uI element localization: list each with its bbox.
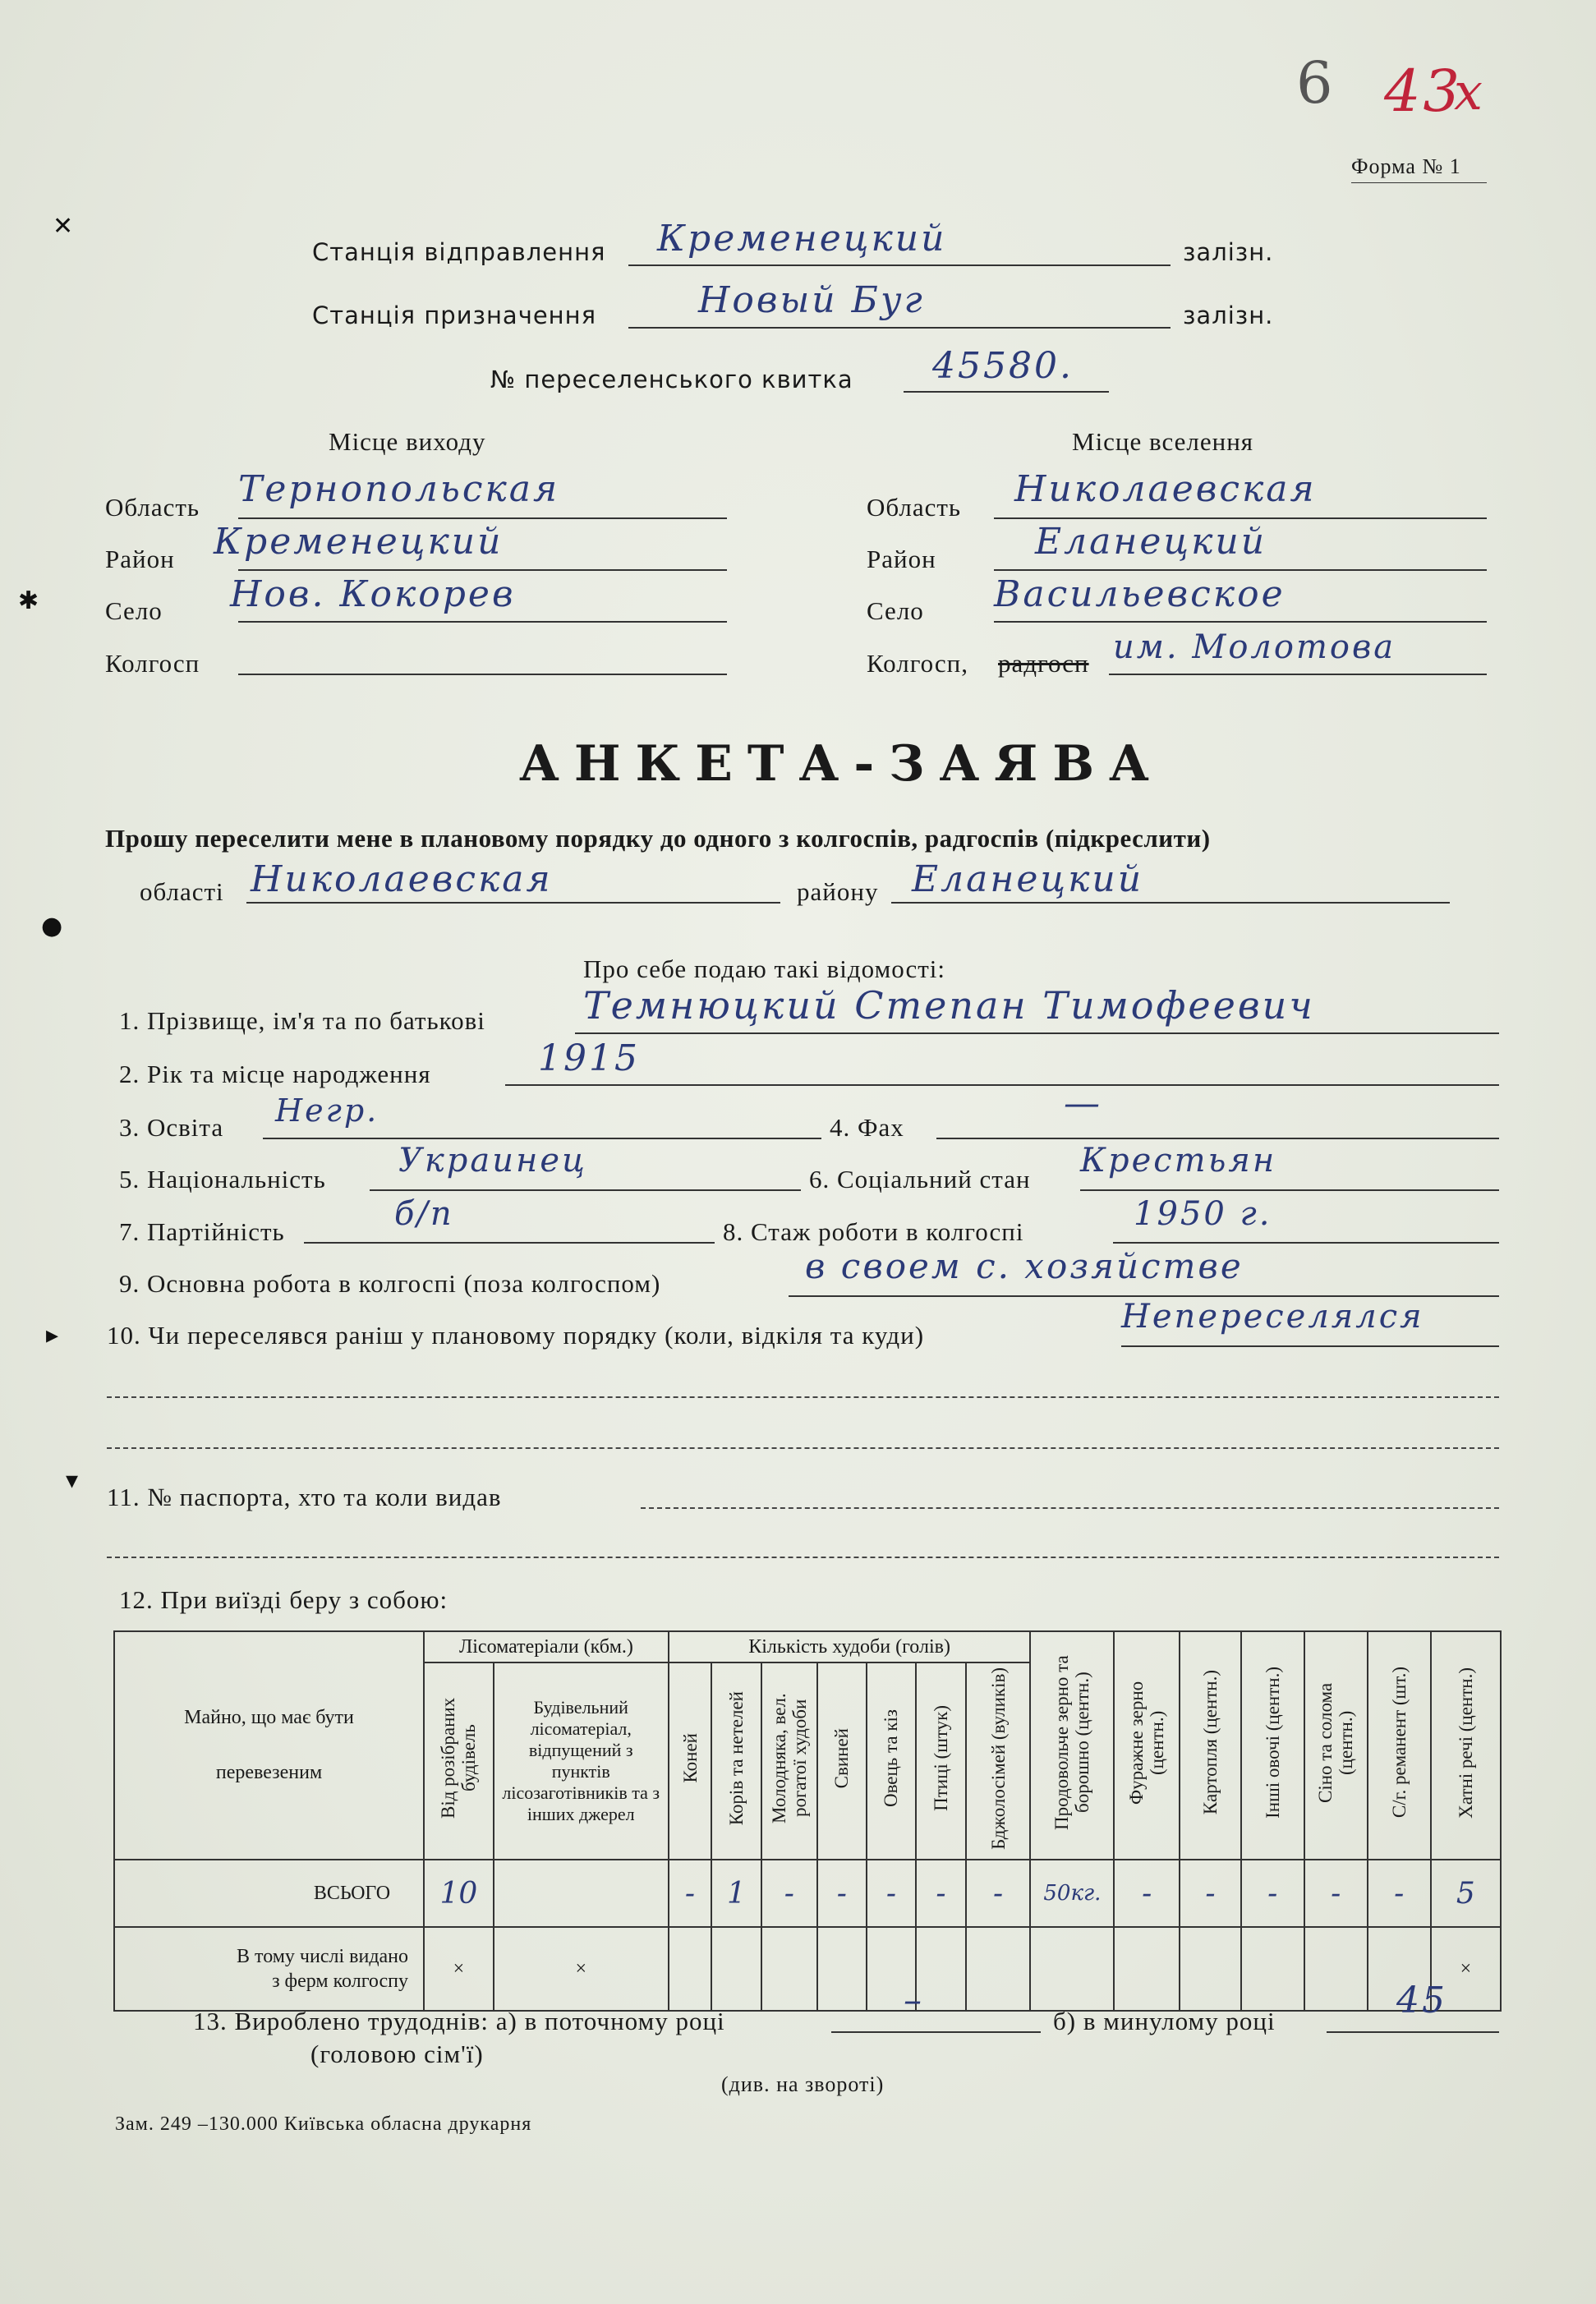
binder-hole-icon: ● [41,912,63,940]
departure-station-value: Кременецкий [657,218,947,260]
origin-oblast-label: Область [105,493,200,522]
table-row-header [114,1631,424,1860]
field-10-label: 10. Чи переселявся раніш у плановому порядку (коли, відкіля та куди) [107,1321,925,1350]
table-cell: × [494,1927,669,2011]
field-9-label: 9. Основна робота в колгоспі (поза колгоспом) [119,1269,661,1298]
origin-raion-value: Кременецкий [214,521,504,563]
table-cell [1114,1927,1180,2011]
table-cell: × [424,1927,494,2011]
field-5-value: Украинец [398,1142,587,1180]
col-dismantled: Від розібраних будівель [438,1697,480,1819]
table-cell: - [669,1860,711,1927]
field-9-value: в своем с. хозяйстве [805,1246,1244,1286]
field-7-value: б/п [394,1195,454,1233]
dest-selo-value: Васильевское [994,573,1286,615]
col-poultry: Птиці (штук) [930,1705,951,1811]
col-tools: С/г. реманент (шт.) [1388,1667,1410,1819]
row-header-line1: Майно, що має бути [184,1707,354,1728]
table-cell [966,1927,1031,2011]
arrival-station-value: Новый Буг [698,279,925,321]
row-header-line2: перевезеним [215,1762,323,1783]
col-hay: Сіно та солома (центн.) [1315,1682,1357,1803]
table-cell: 10 [424,1860,494,1927]
workdays-sub: (головою сім'ї) [310,2040,484,2068]
binder-hole-icon: ▾ [66,1466,79,1495]
field-3-value: Негр. [275,1092,379,1129]
document-title: АНКЕТА-ЗАЯВА [519,735,1164,793]
table-cell: - [761,1860,817,1927]
table-cell [1030,1927,1114,2011]
origin-raion-label: Район [105,545,175,573]
col-building-lumber: Будівельний лісоматеріал, відпущений з пунктів лісозаготівників та з інших джерел [502,1697,660,1824]
table-cell: - [1180,1860,1241,1927]
col-young-cattle: Молодняка, вел. рогатої худоби [768,1693,810,1823]
table-cell: - [1368,1860,1431,1927]
dest-selo-label: Село [867,596,924,625]
table-cell [1241,1927,1304,2011]
col-header [761,1662,817,1860]
col-household: Хатні речі (центн.) [1455,1667,1476,1819]
request-oblast-value: Николаевская [251,858,553,900]
arrival-station-label: Станція призначення [312,301,597,329]
workdays-prev-value: 45 [1396,1980,1447,2021]
group-cattle: Кількість худоби (голів) [669,1631,1031,1662]
col-header [916,1662,966,1860]
col-bees: Бджолосімей (вуликів) [987,1667,1009,1850]
row-farm-label-line2: з ферм колгоспу [272,1971,409,1992]
row-farm-label-line1: В тому числі видано [237,1946,409,1967]
col-vegetables: Інші овочі (центн.) [1262,1667,1283,1819]
origin-kolhosp-label: Колгосп [105,649,200,678]
col-header [817,1662,867,1860]
col-header [1368,1631,1431,1860]
table-cell: - [1241,1860,1304,1927]
table-cell [1304,1927,1368,2011]
destination-heading: Місце вселення [1072,427,1254,456]
rail-suffix: залізн. [1183,301,1274,329]
field-3-label: 3. Освіта [119,1113,224,1142]
col-food-grain: Продовольче зерно та борошно (центн.) [1051,1655,1093,1830]
table-row [114,1927,1501,2011]
request-oblast-label: області [140,877,224,906]
col-header [1180,1631,1241,1860]
col-cows: Корів та нетелей [725,1690,747,1826]
archive-number: 6 [1296,49,1336,117]
col-header [867,1662,917,1860]
field-12-label: 12. При виїзді беру з собою: [119,1585,448,1614]
origin-heading: Місце виходу [329,427,486,456]
intro-text: Про себе подаю такі відомості: [583,954,946,983]
departure-station-label: Станція відправлення [312,238,606,266]
col-header [669,1662,711,1860]
field-5-label: 5. Національність [119,1165,326,1193]
table-cell: - [817,1860,867,1927]
table-cell [669,1927,711,2011]
table-cell: 1 [711,1860,761,1927]
red-archive-mark: x [1454,62,1485,122]
origin-selo-label: Село [105,596,163,625]
workdays-prev-label: б) в минулому році [1053,2007,1276,2035]
dest-raion-label: Район [867,545,936,573]
table-cell: × [1431,1927,1501,2011]
origin-oblast-value: Тернопольская [238,468,560,510]
table-cell: - [1114,1860,1180,1927]
col-header [494,1662,669,1860]
col-header [1304,1631,1368,1860]
col-header [1114,1631,1180,1860]
red-archive-number: 43 [1384,57,1463,125]
field-4-value: — [1064,1083,1102,1124]
table-cell [494,1860,669,1927]
request-raion-value: Еланецкий [912,858,1144,900]
row-farm-label [114,1927,424,2011]
col-header [424,1662,494,1860]
table-cell: - [966,1860,1031,1927]
workdays-current-value: – [904,1980,924,2021]
col-horses: Коней [679,1733,701,1783]
field-2-label: 2. Рік та місце народження [119,1060,431,1088]
dest-oblast-value: Николаевская [1014,468,1317,510]
table-cell: - [916,1860,966,1927]
printer-imprint: Зам. 249 –130.000 Київська обласна друкарня [115,2113,532,2135]
col-header [1030,1631,1114,1860]
binder-hole-icon: ✕ [53,212,74,241]
binder-hole-icon: ✱ [18,586,39,615]
table-cell: - [1304,1860,1368,1927]
col-header [1241,1631,1304,1860]
table-row [114,1860,1501,1927]
row-total-label: ВСЬОГО [114,1860,424,1927]
col-pigs: Свиней [831,1727,853,1789]
table-cell [1180,1927,1241,2011]
col-header [966,1662,1031,1860]
field-7-label: 7. Партійність [119,1217,285,1246]
table-cell: 50кг. [1030,1860,1114,1927]
field-6-value: Крестьян [1080,1142,1277,1180]
dest-oblast-label: Область [867,493,962,522]
col-fodder: Фуражне зерно (центн.) [1126,1681,1168,1805]
field-2-value: 1915 [538,1037,640,1079]
table-cell: - [867,1860,917,1927]
col-sheep: Овець та кіз [881,1708,902,1808]
col-header [711,1662,761,1860]
group-lumber: Лісоматеріали (кбм.) [424,1631,669,1662]
field-1-value: Темнюцкий Степан Тимофеевич [583,983,1315,1028]
request-raion-label: району [797,877,879,906]
ticket-label: № переселенського квитка [490,366,853,393]
table-cell [817,1927,867,2011]
col-potato: Картопля (центн.) [1199,1670,1221,1815]
workdays-label: 13. Вироблено трудоднів: а) в поточному році [193,2007,725,2035]
form-number: Форма № 1 [1351,154,1461,178]
field-6-label: 6. Соціальний стан [809,1165,1031,1193]
dest-kolhosp-label: Колгосп, [867,649,969,678]
see-back-note: (див. на звороті) [721,2072,885,2096]
dest-raion-value: Еланецкий [1035,521,1267,563]
ticket-value: 45580. [932,345,1074,387]
field-11-label: 11. № паспорта, хто та коли видав [107,1483,502,1511]
field-8-label: 8. Стаж роботи в колгоспі [723,1217,1024,1246]
dest-kolhosp-value: им. Молотова [1113,628,1396,666]
origin-selo-value: Нов. Кокорев [230,573,516,615]
table-cell [761,1927,817,2011]
dest-radhosp-struck: радгосп [998,649,1089,678]
field-10-value: Непереселялся [1121,1298,1424,1336]
field-8-value: 1950 г. [1134,1195,1272,1233]
request-line: Прошу переселити мене в плановому порядку до одного з колгоспів, радгоспів (підкреслити) [105,824,1211,853]
rail-suffix: залізн. [1183,238,1274,266]
field-4-label: 4. Фах [830,1113,904,1142]
belongings-table [113,1630,1502,2012]
binder-hole-icon: ▸ [46,1321,59,1350]
table-cell [711,1927,761,2011]
field-1-label: 1. Прізвище, ім'я та по батькові [119,1006,485,1035]
table-cell: 5 [1431,1860,1501,1927]
col-header [1431,1631,1501,1860]
